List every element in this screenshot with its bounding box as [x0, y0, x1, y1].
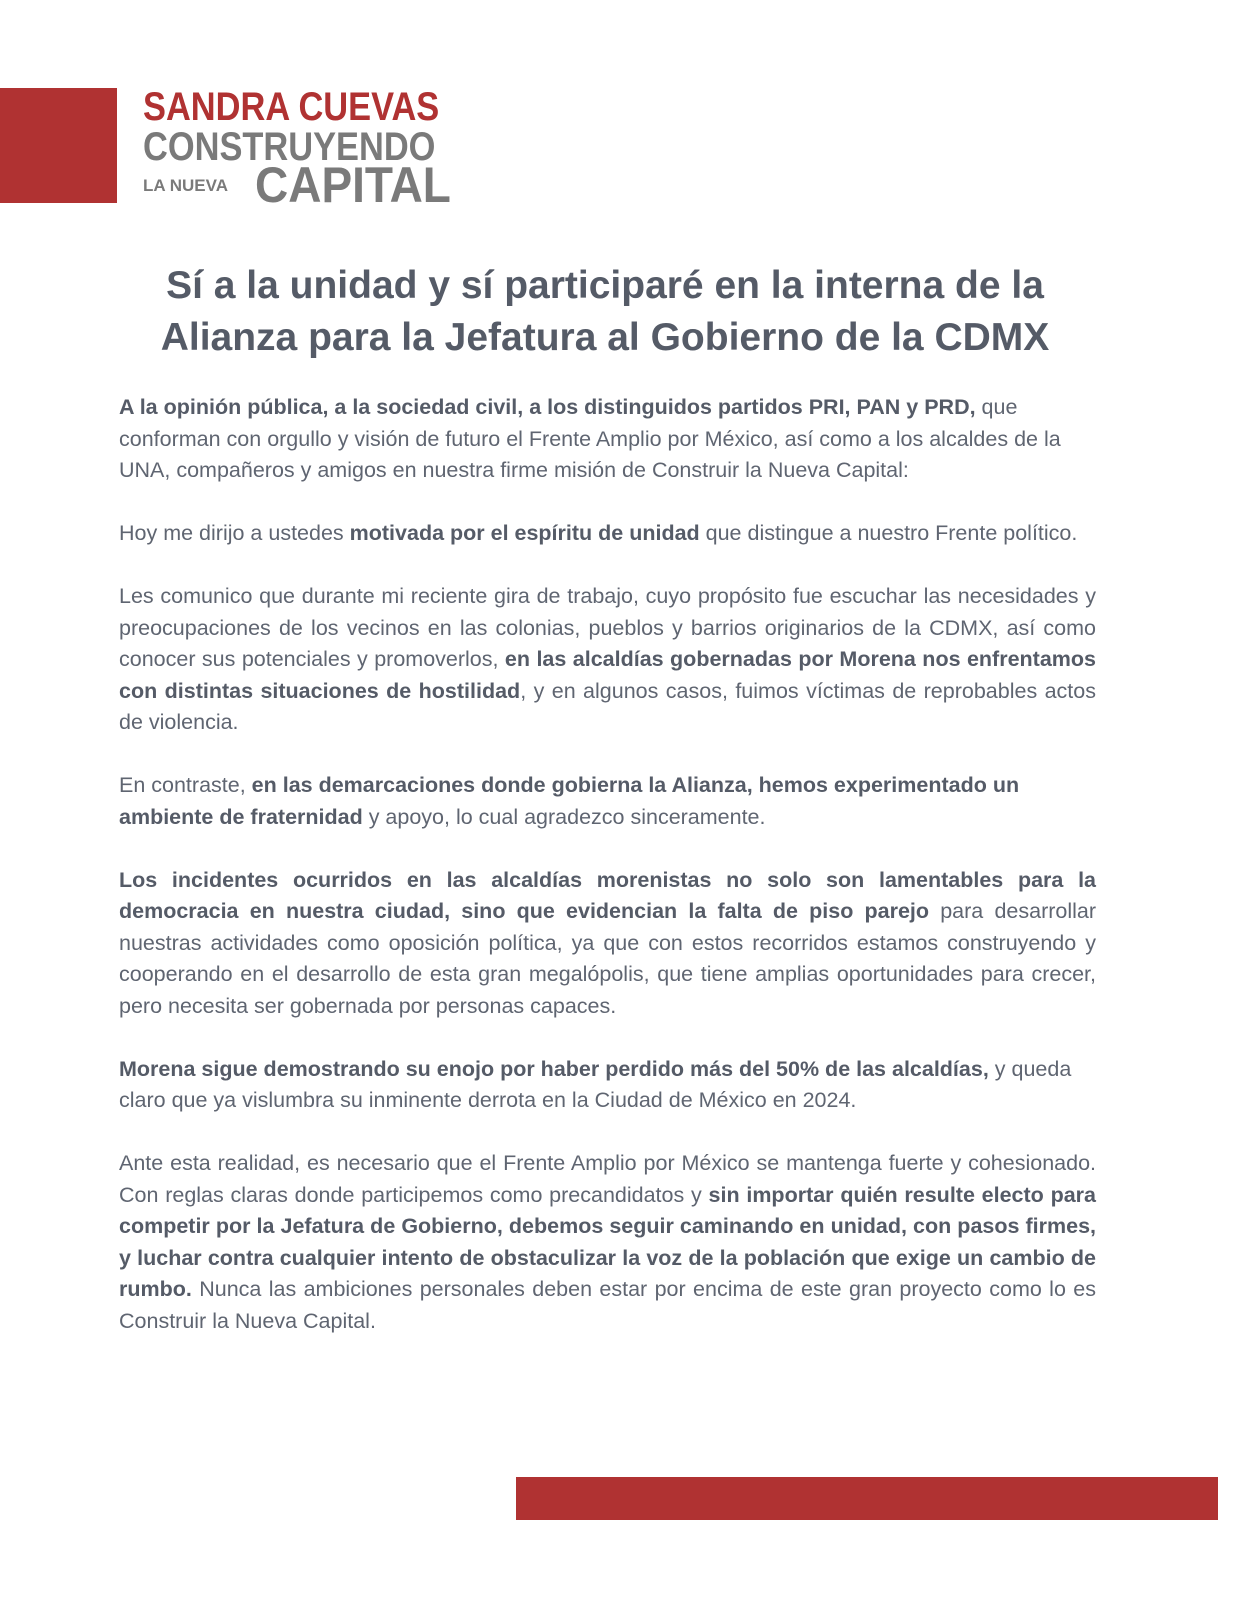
bold-text: Morena sigue demostrando su enojo por haber perdido más del 50% de las alcaldías, [119, 1056, 989, 1081]
text: , y en algunos casos, fuimos víctimas de reprobables actos de violencia. [119, 678, 1096, 734]
text: y queda claro que ya vislumbra su inminente derrota en la Ciudad de México en 2024. [119, 1056, 1072, 1112]
text: que distingue a nuestro Frente político. [699, 521, 1078, 545]
text: Les comunico que durante mi reciente gira de trabajo, cuyo propósito fue escuchar las necesidades y preocupaciones de los vecinos en las colonias, pueblos y barrios originarios de la CDMX, así como conocer sus potenciales y promoverlos, [119, 584, 1096, 671]
paragraph [119, 581, 1096, 739]
paragraph [119, 518, 1096, 550]
bold-text: A la opinión pública, a la sociedad civil, a los distinguidos partidos PRI, PAN y PRD, [119, 395, 976, 419]
footer-red-bar [516, 1477, 1218, 1520]
bold-text: motivada por el espíritu de unidad [349, 521, 700, 545]
text: y apoyo, lo cual agradezco sinceramente. [362, 804, 766, 829]
text: para desarrollar nuestras actividades como oposición política, ya que con estos recorridos estamos construyendo y cooperando en el desarrollo de esta gran megalópolis, que tiene amplias oportunidades para crecer, pero necesita ser gobernada por personas capaces. [119, 899, 1097, 1018]
text: que conforman con orgullo y visión de futuro el Frente Amplio por México, así como a los alcaldes de la UNA, compañeros y amigos en nuestra firme misión de Construir la Nueva Capital: [119, 395, 1061, 482]
page-title [100, 260, 1110, 364]
text: Nunca las ambiciones personales deben estar por encima de este gran proyecto como lo es Construir la Nueva Capital. [119, 1277, 1096, 1333]
letter-body [119, 392, 1096, 1369]
bold-text: en las demarcaciones donde gobierna la Alianza, hemos experimentado un ambiente de fraternidad [119, 773, 1020, 829]
logo-line-construyendo: CONSTRUYENDO [143, 125, 436, 169]
logo-line-capital: CAPITAL [255, 157, 451, 213]
text: Hoy me dirijo a ustedes [119, 521, 350, 545]
text: En contraste, [119, 773, 252, 797]
paragraph [119, 1054, 1096, 1117]
text: Ante esta realidad, es necesario que el Frente Amplio por México se mantenga fuerte y cohesionado. Con reglas claras donde participemos como precandidatos y [119, 1151, 1096, 1207]
title-line-1: Sí a la unidad y sí participaré en la interna de la [166, 264, 1044, 307]
title-line-2: Alianza para la Jefatura al Gobierno de la CDMX [160, 316, 1050, 359]
logo [143, 85, 483, 213]
paragraph [119, 770, 1096, 833]
header-red-block [0, 88, 117, 203]
bold-text: sin importar quién resulte electo para competir por la Jefatura de Gobierno, debemos seguir caminando en unidad, con pasos firmes, y luchar contra cualquier intento de obstaculizar la voz de la población que exige un cambio de rumbo. [119, 1182, 1096, 1301]
logo-line-name: SANDRA CUEVAS [143, 85, 440, 129]
logo-line-la-nueva: LA NUEVA [143, 176, 228, 195]
paragraph [119, 865, 1096, 1023]
paragraph [119, 1148, 1096, 1337]
bold-text: Los incidentes ocurridos en las alcaldías morenistas no solo son lamentables para la democracia en nuestra ciudad, sino que evidencian la falta de piso parejo [119, 867, 1096, 923]
bold-text: en las alcaldías gobernadas por Morena nos enfrentamos con distintas situaciones de hostilidad [119, 647, 1096, 703]
paragraph [119, 392, 1096, 487]
